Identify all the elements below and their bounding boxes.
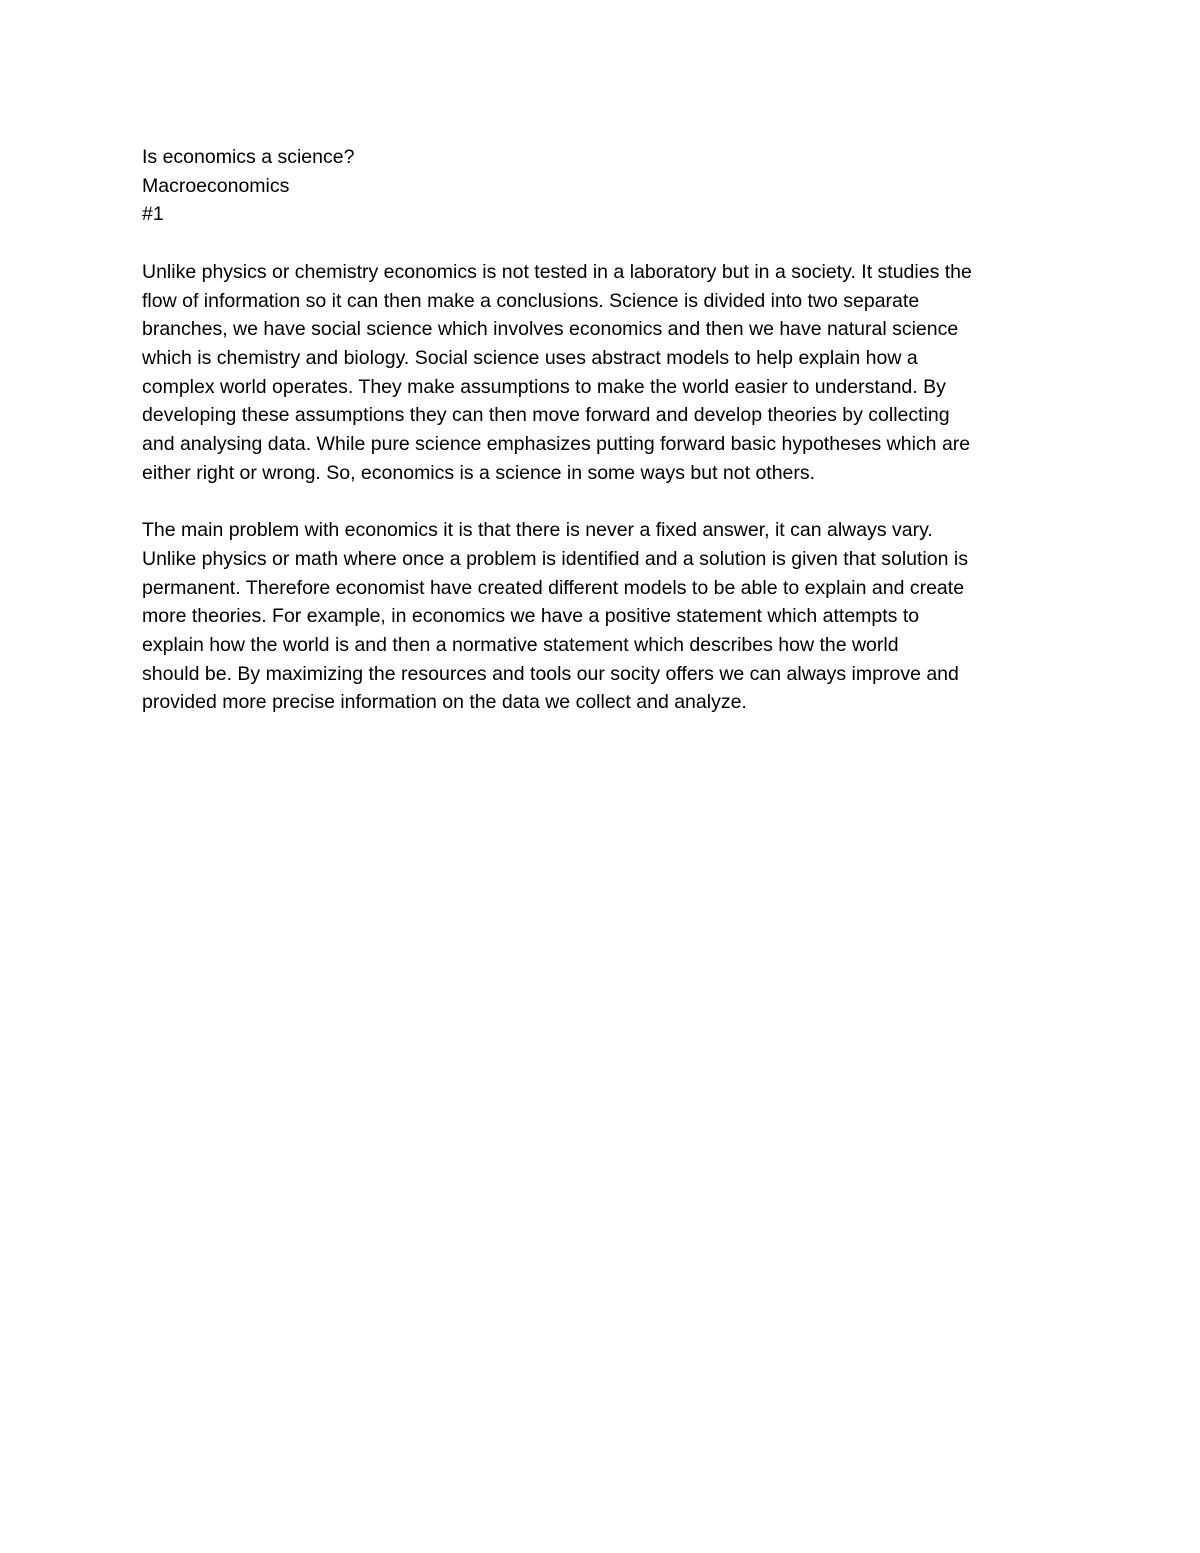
paragraph-line: and analysing data. While pure science emphasizes putting forward basic hypotheses which are [142, 433, 971, 456]
paragraph-2 [142, 516, 1072, 717]
paragraph-line: complex world operates. They make assumptions to make the world easier to understand. By [142, 375, 946, 398]
paragraph-line: either right or wrong. So, economics is a science in some ways but not others. [142, 461, 816, 484]
paragraph-line: should be. By maximizing the resources and tools our socity offers we can always improve and [142, 662, 959, 685]
paragraph-line: The main problem with economics it is that there is never a fixed answer, it can always vary. [142, 519, 933, 542]
paragraph-line: branches, we have social science which involves economics and then we have natural science [142, 318, 959, 341]
paragraph-line: Unlike physics or chemistry economics is not tested in a laboratory but in a society. It studies the [142, 260, 972, 283]
assignment-number: #1 [142, 203, 164, 226]
spacer [142, 487, 1072, 516]
paragraph-line: flow of information so it can then make a conclusions. Science is divided into two separate [142, 289, 920, 312]
spacer [142, 229, 1072, 258]
paragraph-line: explain how the world is and then a normative statement which describes how the world [142, 633, 899, 656]
document-title: Is economics a science? [142, 146, 355, 168]
paragraph-line: more theories. For example, in economics we have a positive statement which attempts to [142, 605, 920, 628]
paragraph-line: which is chemistry and biology. Social science uses abstract models to help explain how a [142, 346, 918, 369]
course-name: Macroeconomics [142, 174, 290, 197]
paragraph-1 [142, 258, 1072, 488]
paragraph-line: provided more precise information on the data we collect and analyze. [142, 691, 747, 714]
paragraph-line: permanent. Therefore economist have created different models to be able to explain and create [142, 576, 965, 599]
paragraph-line: developing these assumptions they can then move forward and develop theories by collecting [142, 404, 950, 427]
document-body [142, 143, 1072, 717]
paragraph-line: Unlike physics or math where once a problem is identified and a solution is given that solution is [142, 547, 968, 570]
